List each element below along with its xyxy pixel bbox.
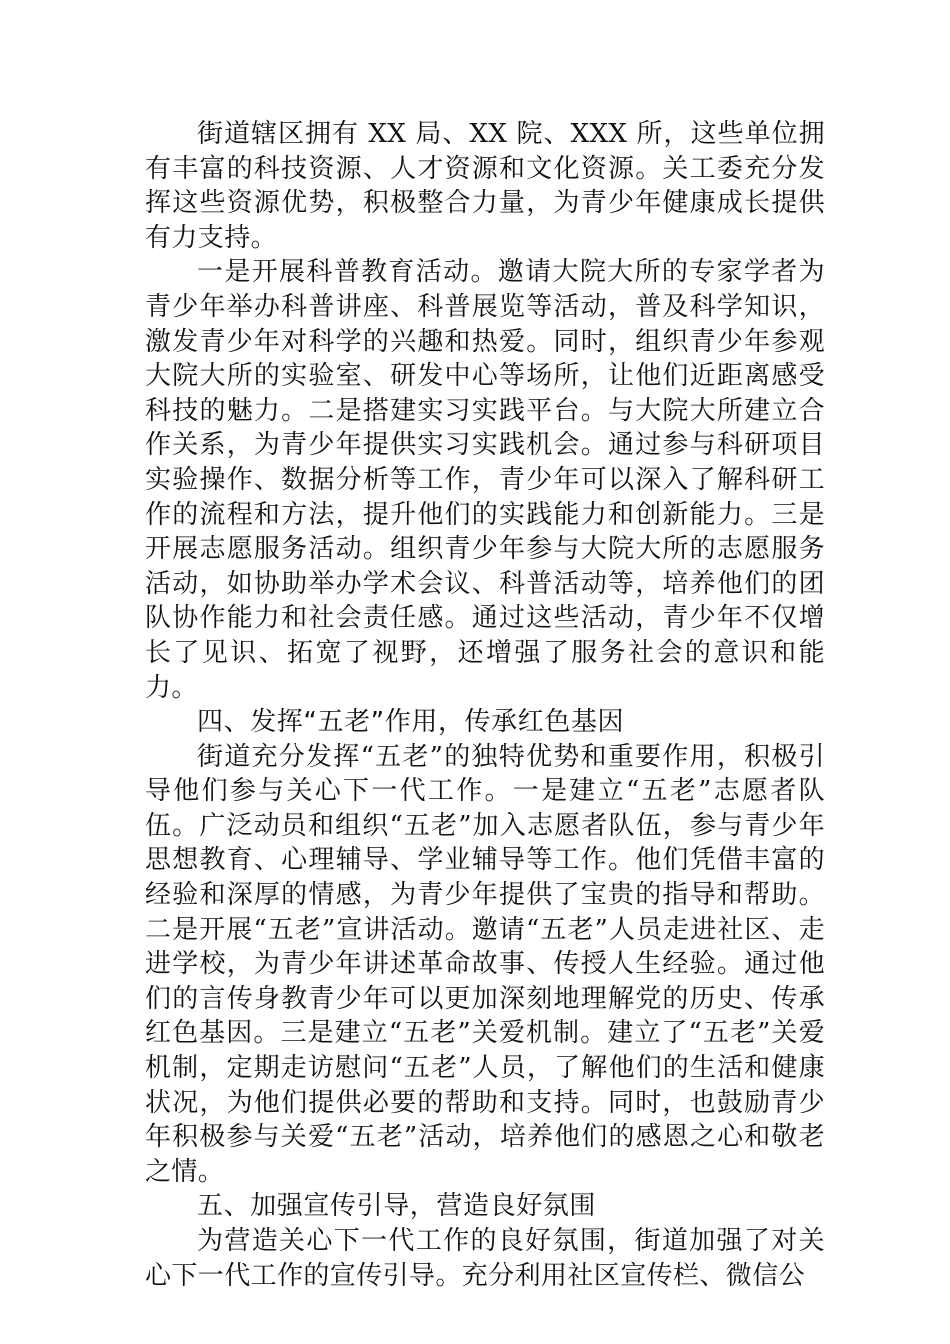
section-heading-five: 五、加强宣传引导，营造良好氛围 xyxy=(197,1191,597,1222)
paragraph-science-activities: 一是开展科普教育活动。邀请大院大所的专家学者为青少年举办科普讲座、科普展览等活动，普及科学知识，激发青少年对科学的兴趣和热爱。同时，组织青少年参观大院大所的实验室、研发中心等场所，让他们近距离感受科技的魅力。二是搭建实习实践平台。与大院大所建立合作关系，为青少年提供实习实践机会。通过参与科研项目实验操作、数据分析等工作，青少年可以深入了解科研工作的流程和方法，提升他们的实践能力和创新能力。三是开展志愿服务活动。组织青少年参与大院大所的志愿服务活动，如协助举办学术会议、科普活动等，培养他们的团队协作能力和社会责任感。通过这些活动，青少年不仅增长了见识、拓宽了视野，还增强了服务社会的意识和能力。 xyxy=(145,257,825,703)
document-body xyxy=(145,117,825,1293)
paragraph-five-elders: 街道充分发挥“五老”的独特优势和重要作用，积极引导他们参与关心下一代工作。一是建立“五老”志愿者队伍。广泛动员和组织“五老”加入志愿者队伍，参与青少年思想教育、心理辅导、学业辅导等工作。他们凭借丰富的经验和深厚的情感，为青少年提供了宝贵的指导和帮助。二是开展“五老”宣讲活动。邀请“五老”人员走进社区、走进学校，为青少年讲述革命故事、传授人生经验。通过他们的言传身教青少年可以更加深刻地理解党的历史、传承红色基因。三是建立“五老”关爱机制。建立了“五老”关爱机制，定期走访慰问“五老”人员，了解他们的生活和健康状况，为他们提供必要的帮助和支持。同时，也鼓励青少年积极参与关爱“五老”活动，培养他们的感恩之心和敬老之情。 xyxy=(145,741,825,1187)
section-heading-four: 四、发挥“五老”作用，传承红色基因 xyxy=(197,707,625,738)
paragraph-resources: 街道辖区拥有 XX 局、XX 院、XXX 所，这些单位拥有丰富的科技资源、人才资源和文化资源。关工委充分发挥这些资源优势，积极整合力量，为青少年健康成长提供有力支持。 xyxy=(145,119,825,253)
paragraph-publicity: 为营造关心下一代工作的良好氛围，街道加强了对关心下一代工作的宣传引导。充分利用社区宣传栏、微信公 xyxy=(145,1226,825,1291)
